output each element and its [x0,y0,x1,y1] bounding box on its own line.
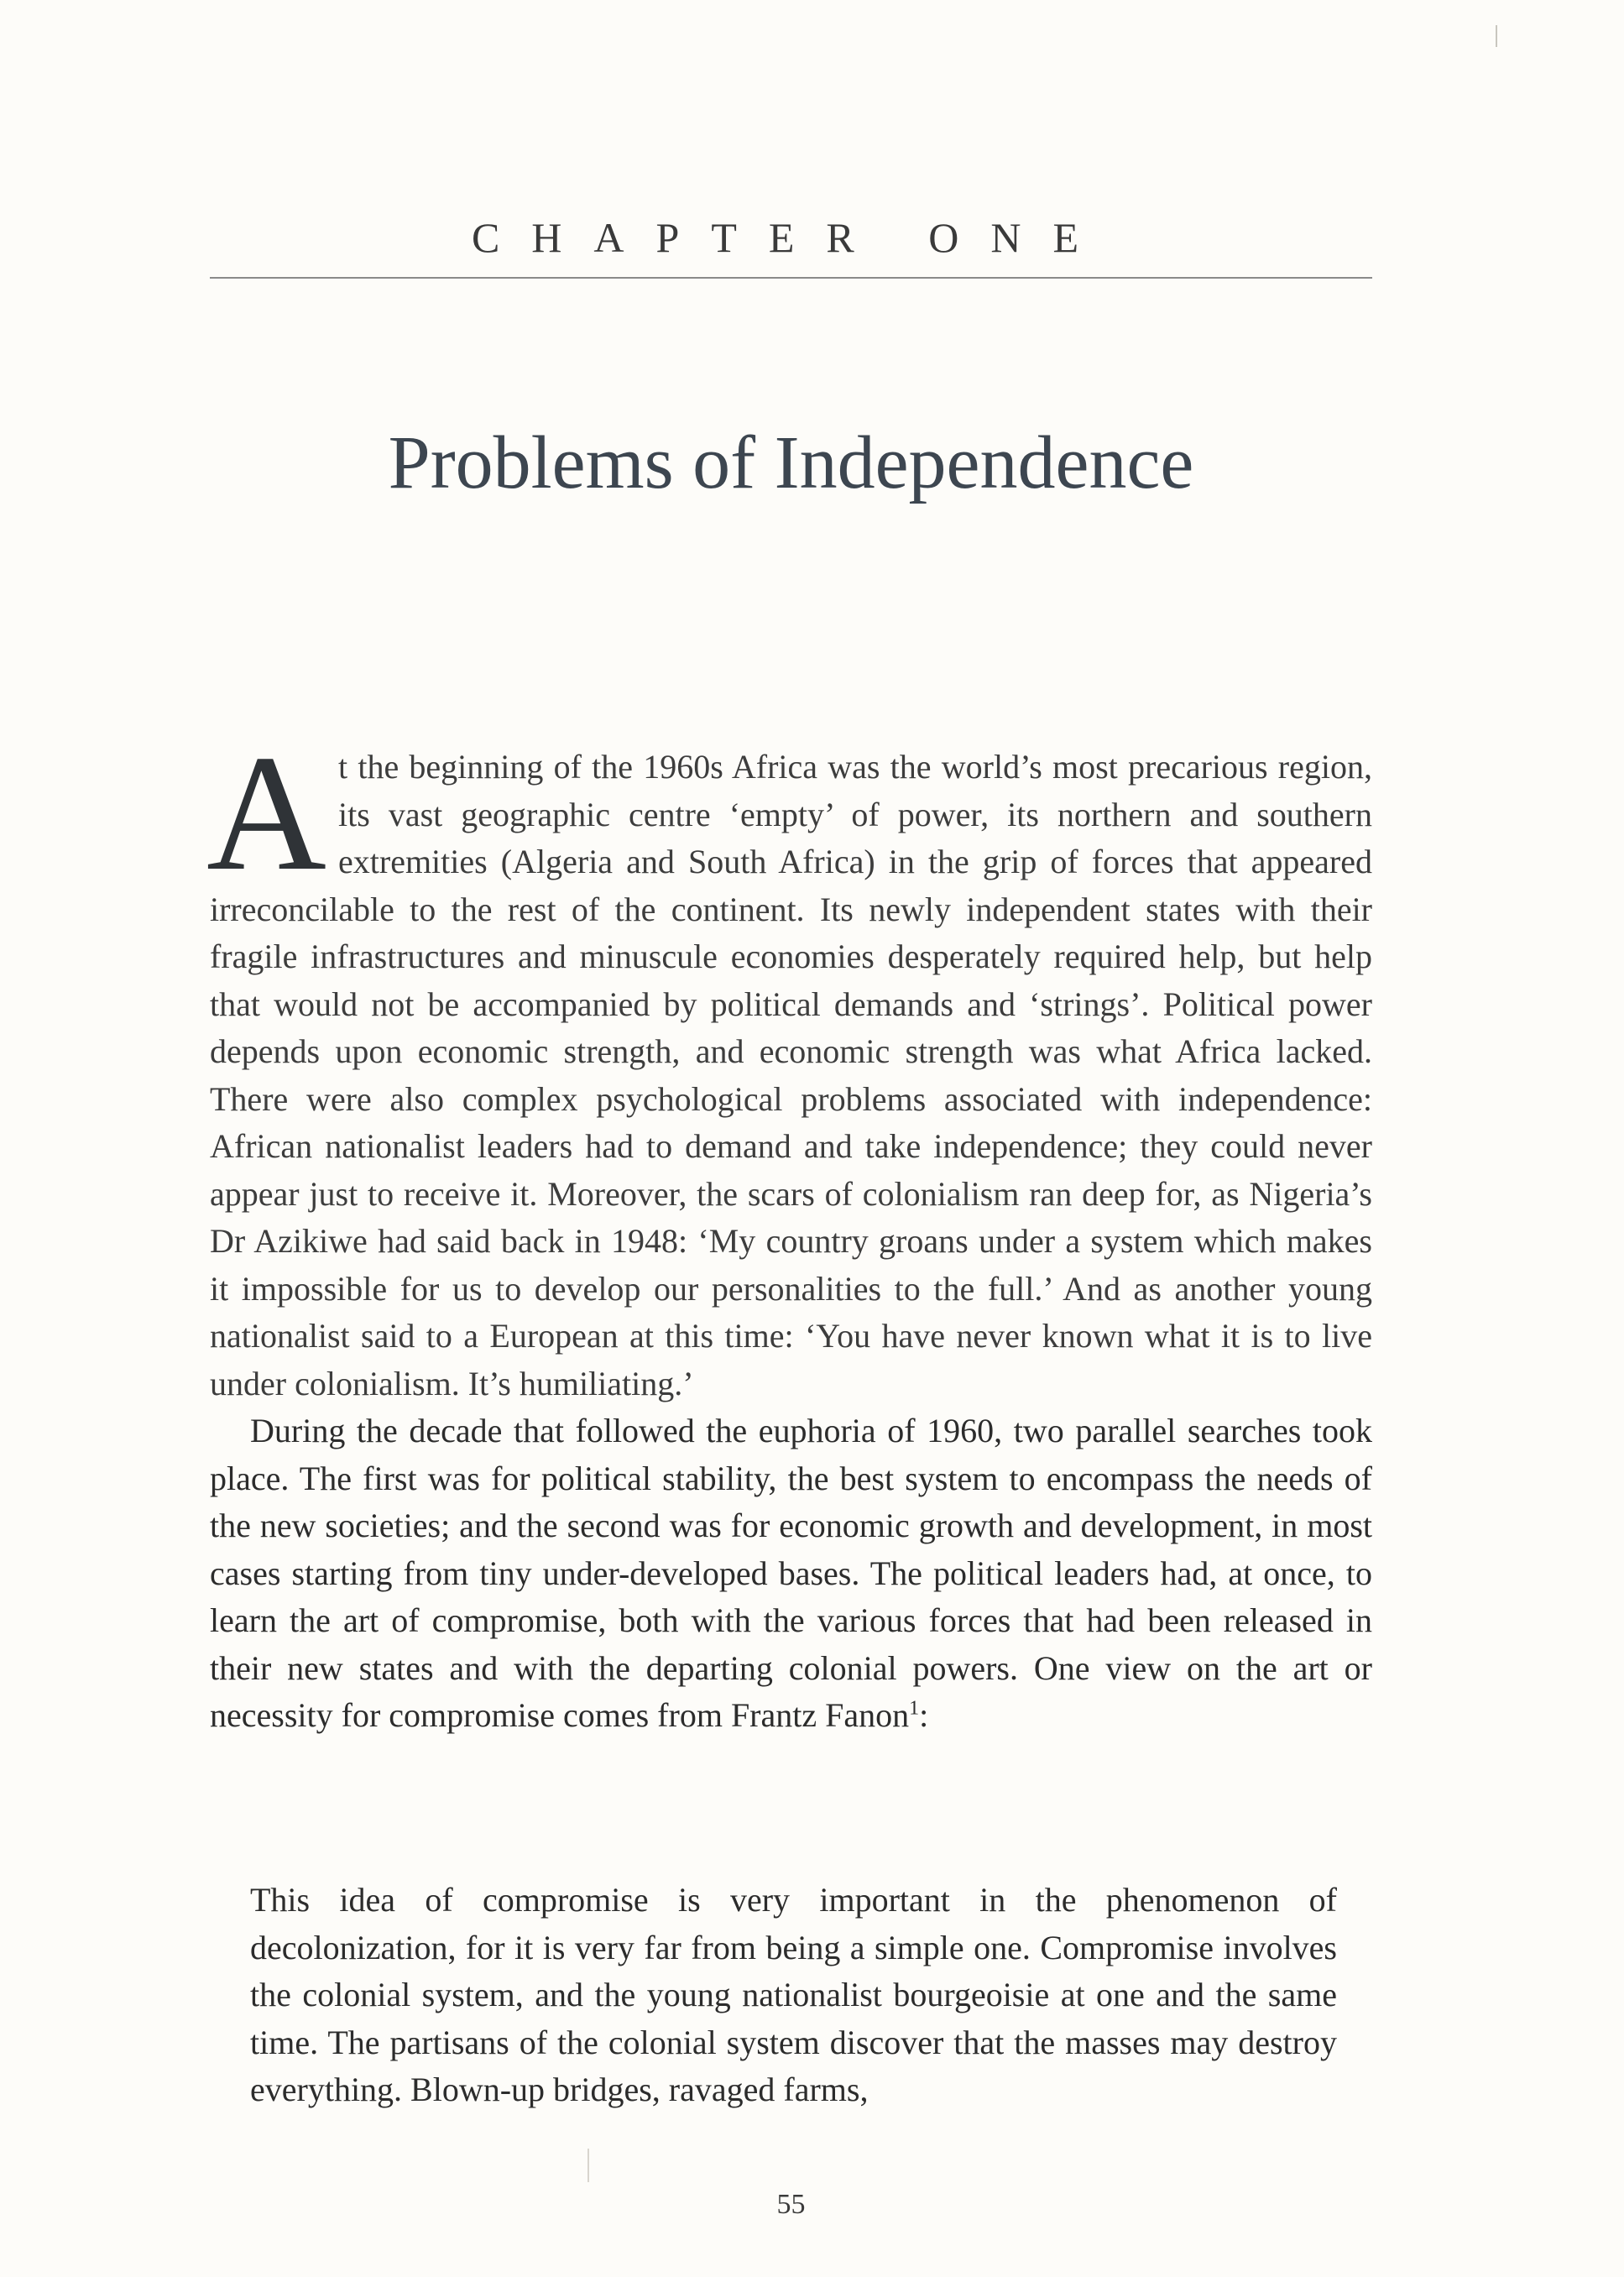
scan-artifact-mark [1496,25,1497,47]
scan-artifact-mark [587,2149,589,2182]
paragraph-2-trailing: : [919,1696,929,1734]
drop-cap: A [206,721,326,905]
footnote-reference[interactable]: 1 [909,1697,920,1720]
paragraph-1-text: t the beginning of the 1960s Africa was the world’s most precarious region, its vast geographic centre ‘empty’ of power, its northern and southern extremities (Algeria and South Africa) in the grip of forces that appeared irreconcilable to the rest of the continent. Its newly independent states with their fragile infrastructures and minuscule economies desperately required help, but help that would not be accompanied by political demands and ‘strings’. Political power depends upon economic strength, and economic strength was what Africa lacked. There were also complex psychological problems associated with independence: African nationalist leaders had to demand and take independence; they could never appear just to receive it. Moreover, the scars of colonialism ran deep for, as Nigeria’s Dr Azikiwe had said back in 1948: ‘My country groans under a system which makes it impossible for us to develop our personalities to the full.’ And as another young nationalist said to a European at this time: ‘You have never known what it is to live under colonialism. It’s humiliating.’ [210,748,1372,1402]
block-quote: This idea of compromise is very important in the phenomenon of decolonization, for it is very far from being a simple one. Compromise involves the colonial system, and the young nationalist bourgeoisie at one and the same time. The partisans of the colonial system discover that the masses may destroy everything. Blown-up bridges, ravaged farms, [250,1881,1337,2108]
chapter-label: CHAPTER ONE [471,214,1111,261]
paragraph-2-text: During the decade that followed the euphoria of 1960, two parallel searches took place. The first was for political stability, the best system to encompass the needs of the new societies; and the second was for economic growth and development, in most cases starting from tiny under-developed bases. The political leaders had, at once, to learn the art of compromise, both with the various forces that had been released in their new states and with the departing colonial powers. One view on the art or necessity for compromise comes from Frantz Fanon [210,1412,1372,1734]
page-number: 55 [776,2189,806,2220]
paragraph-2 [210,1407,1372,1740]
body-text [206,721,1372,1740]
paragraph-1 [206,721,1372,1407]
chapter-title: Problems of Independence [388,421,1194,504]
header-rule [210,277,1372,279]
